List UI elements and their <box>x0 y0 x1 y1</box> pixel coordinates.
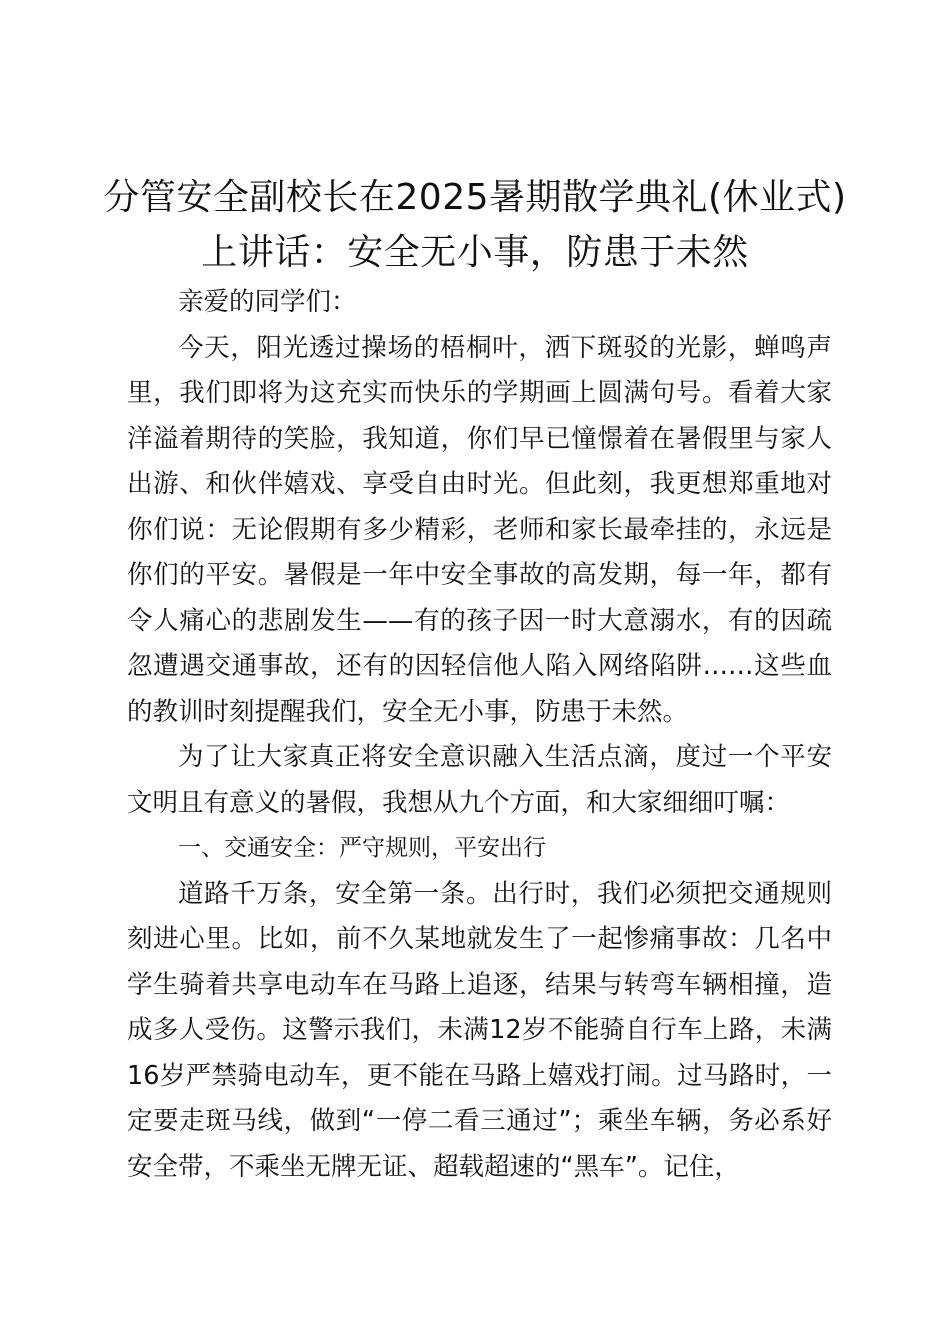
document-body <box>127 280 832 1190</box>
salutation: 亲爱的同学们： <box>178 287 357 317</box>
intro-paragraph: 今天，阳光透过操场的梧桐叶，洒下斑驳的光影，蝉鸣声里，我们即将为这充实而快乐的学期画上圆满句号。看着大家洋溢着期待的笑脸，我知道，你们早已憧憬着在暑假里与家人出游、和伙伴嬉戏、享受自由时光。但此刻，我更想郑重地对你们说：无论假期有多少精彩，老师和家长最牵挂的，永远是你们的平安。暑假是一年中安全事故的高发期，每一年，都有令人痛心的悲剧发生——有的孩子因一时大意溺水，有的因疏忽遭遇交通事故，还有的因轻信他人陷入网络陷阱……这些血的教训时刻提醒我们，安全无小事，防患于未然。 <box>127 332 832 727</box>
purpose-paragraph: 为了让大家真正将安全意识融入生活点滴，度过一个平安文明且有意义的暑假，我想从九个方面，和大家细细叮嘱： <box>127 742 832 818</box>
traffic-paragraph: 道路千万条，安全第一条。出行时，我们必须把交通规则刻进心里。比如，前不久某地就发生了一起惨痛事故：几名中学生骑着共享电动车在马路上追逐，结果与转弯车辆相撞，造成多人受伤。这警示我们，未满12岁不能骑自行车上路，未满16岁严禁骑电动车，更不能在马路上嬉戏打闹。过马路时，一定要走斑马线，做到“一停二看三通过”；乘坐车辆，务必系好安全带，不乘坐无牌无证、超载超速的“黑车”。记住， <box>127 878 832 1182</box>
document-title: 分管安全副校长在2025暑期散学典礼(休业式)上讲话：安全无小事，防患于未然 <box>103 177 847 273</box>
section-heading-traffic: 一、交通安全：严守规则，平安出行 <box>178 835 546 861</box>
